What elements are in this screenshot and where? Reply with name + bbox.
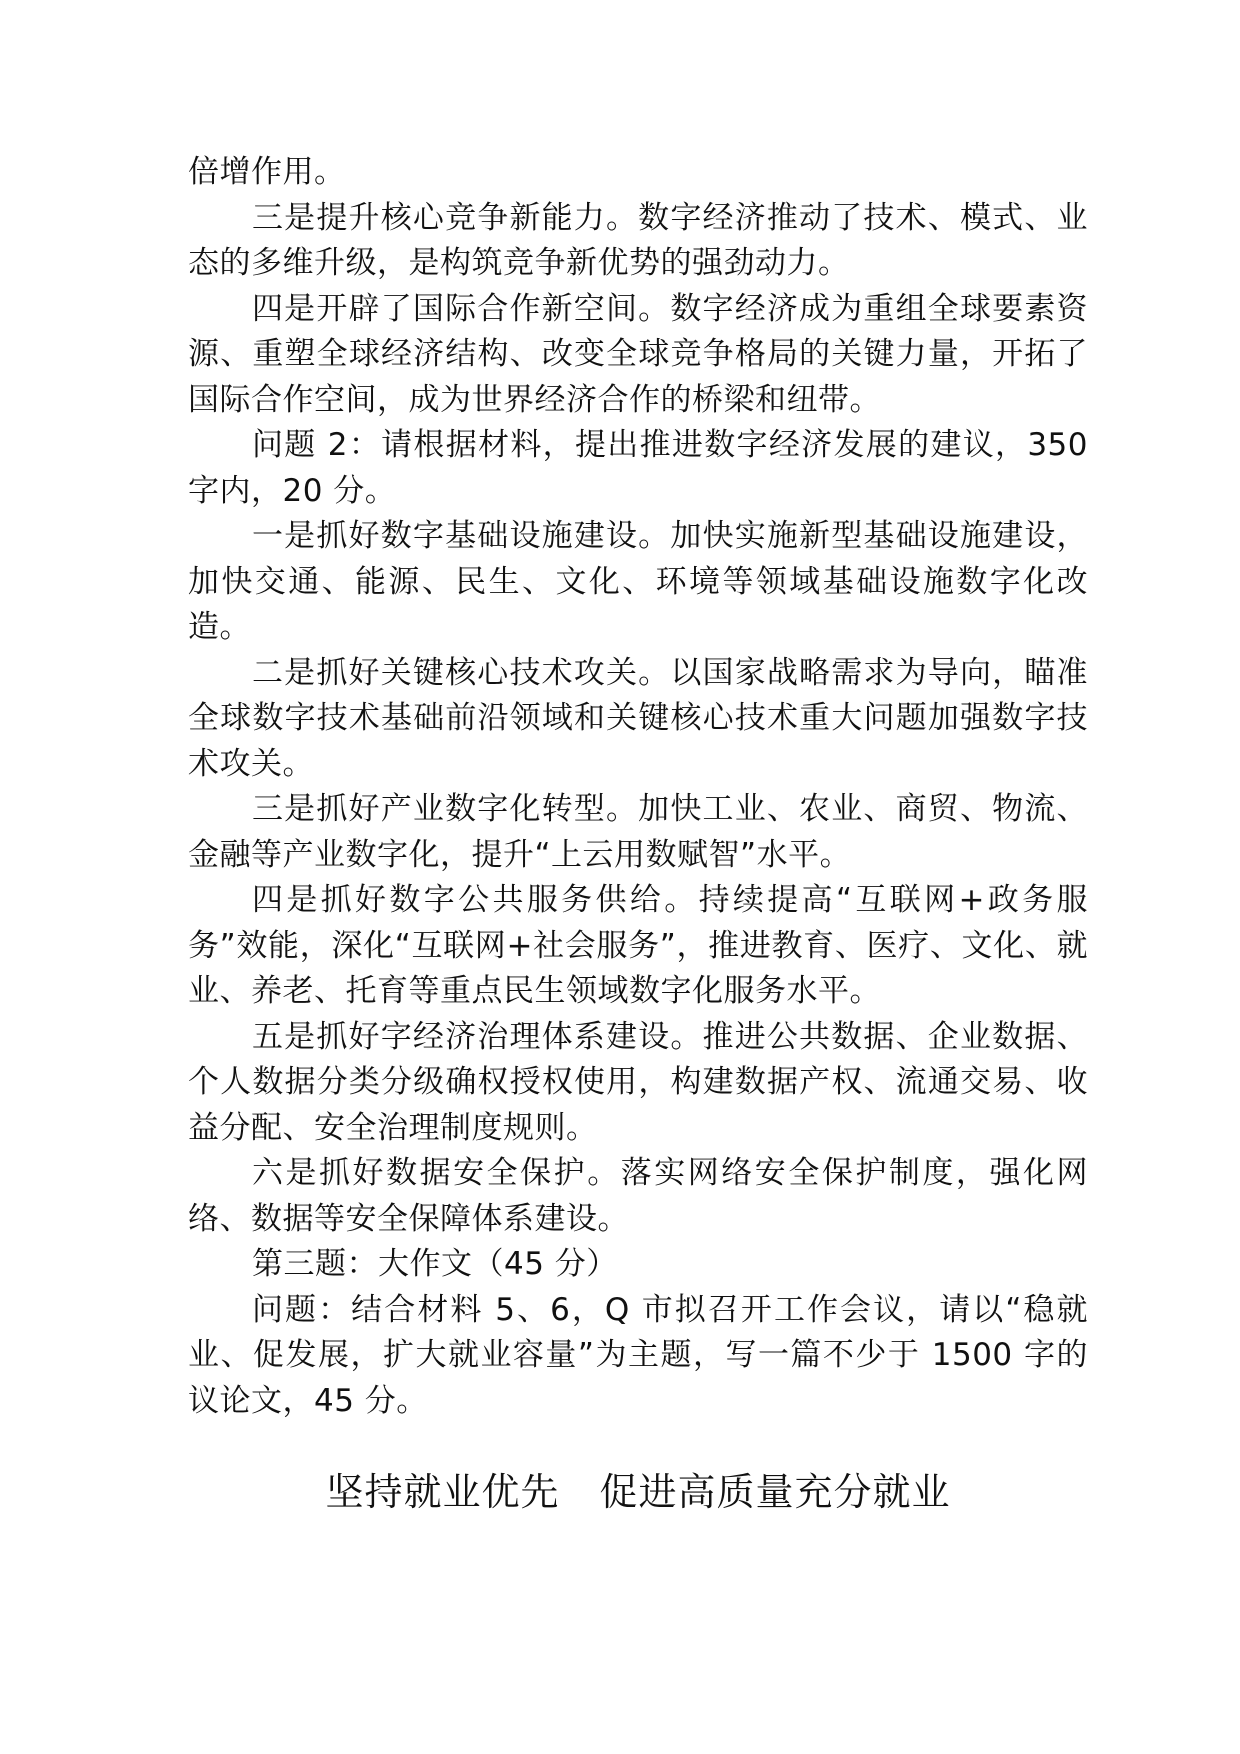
essay-question: 问题：结合材料 5、6，Q 市拟召开工作会议，请以“稳就业、促发展，扩大就业容量”为主题，写一篇不少于 1500 字的议论文，45 分。 [188, 1291, 1088, 1419]
paragraph: 一是抓好数字基础设施建设。加快实施新型基础设施建设，加快交通、能源、民生、文化、环境等领域基础设施数字化改造。 [188, 518, 1088, 645]
essay-title [188, 1464, 1088, 1520]
paragraph: 三是提升核心竞争新能力。数字经济推动了技术、模式、业态的多维升级，是构筑竞争新优势的强劲动力。 [188, 199, 1088, 281]
essay-title-part2: 促进高质量充分就业 [599, 1470, 951, 1514]
document-page [188, 150, 1088, 1520]
paragraph: 二是抓好关键核心技术攻关。以国家战略需求为导向，瞄准全球数字技术基础前沿领域和关键核心技术重大问题加强数字技术攻关。 [188, 654, 1088, 782]
paragraph: 三是抓好产业数字化转型。加快工业、农业、商贸、物流、金融等产业数字化，提升“上云用数赋智”水平。 [188, 791, 1088, 873]
essay-title-part1: 坚持就业优先 [325, 1470, 560, 1514]
paragraph: 六是抓好数据安全保护。落实网络安全保护制度，强化网络、数据等安全保障体系建设。 [188, 1155, 1088, 1237]
paragraph: 倍增作用。 [188, 154, 346, 190]
paragraph: 四是开辟了国际合作新空间。数字经济成为重组全球要素资源、重塑全球经济结构、改变全球竞争格局的关键力量，开拓了国际合作空间，成为世界经济合作的桥梁和纽带。 [188, 290, 1088, 418]
question-2-heading: 问题 2：请根据材料，提出推进数字经济发展的建议，350 字内，20 分。 [188, 427, 1088, 509]
paragraph: 四是抓好数字公共服务供给。持续提高“互联网+政务服务”效能，深化“互联网+社会服务”，推进教育、医疗、文化、就业、养老、托育等重点民生领域数字化服务水平。 [188, 882, 1088, 1009]
paragraph: 五是抓好字经济治理体系建设。推进公共数据、企业数据、个人数据分类分级确权授权使用，构建数据产权、流通交易、收益分配、安全治理制度规则。 [188, 1018, 1088, 1146]
section-3-heading: 第三题：大作文（45 分） [252, 1246, 618, 1282]
